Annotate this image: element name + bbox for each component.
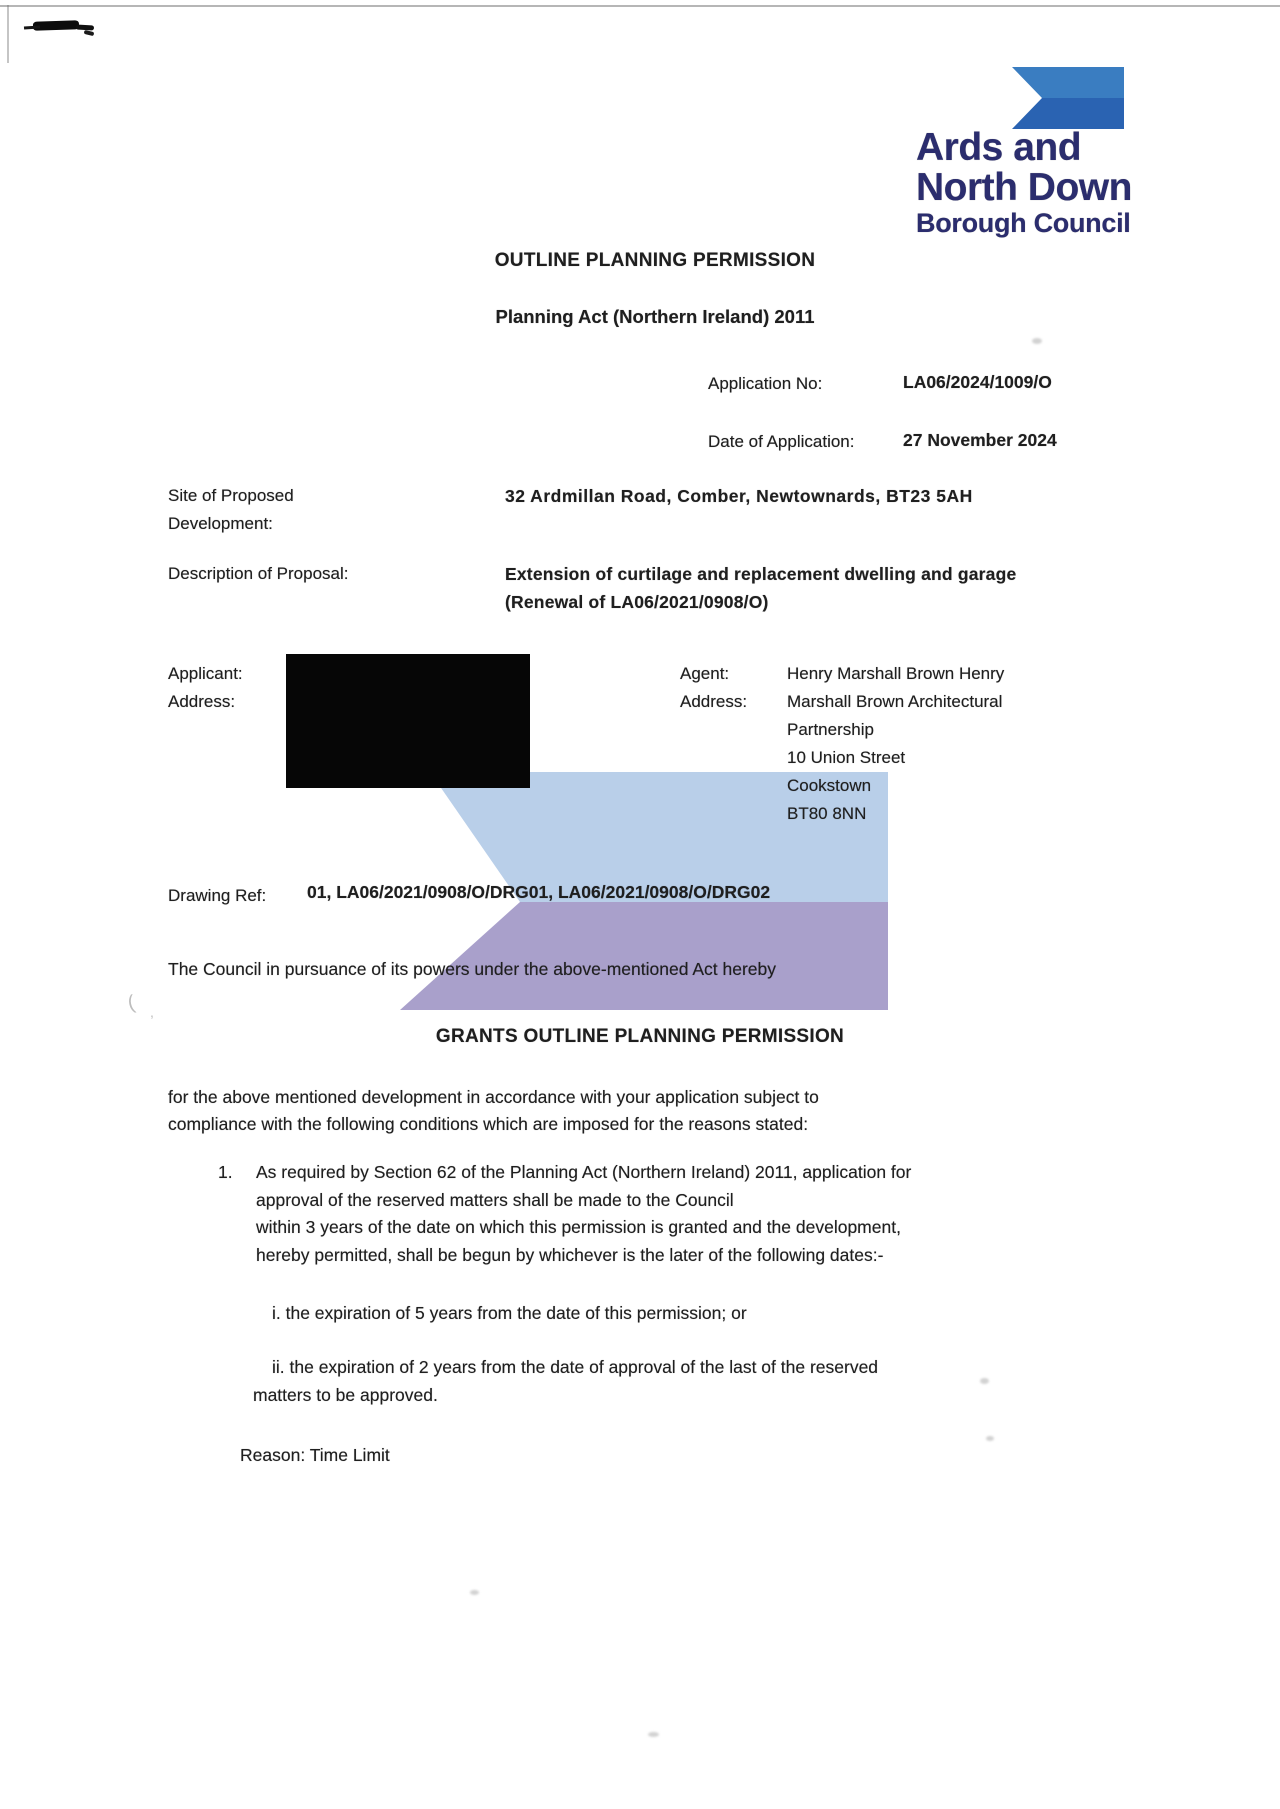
site-label	[168, 482, 294, 538]
logo-line-north-down: North Down	[916, 166, 1132, 209]
conditions-intro	[168, 1084, 819, 1138]
scan-speck	[648, 1732, 659, 1737]
application-date-label: Date of Application:	[708, 432, 855, 451]
agent-label: Agent:	[680, 664, 730, 683]
site-label-line2: Development:	[168, 514, 273, 533]
agent-address-value	[787, 660, 1004, 828]
applicant-label: Applicant:	[168, 664, 243, 683]
condition-1-reason: Reason: Time Limit	[240, 1445, 390, 1465]
condition-1-subclause-i: i. the expiration of 5 years from the date of this permission; or	[272, 1303, 747, 1323]
agent-labels	[680, 660, 747, 716]
pencil-mark-artifact: (	[125, 991, 137, 1015]
pencil-mark-artifact: ,	[150, 1004, 154, 1020]
condition-1-text	[256, 1159, 911, 1269]
agent-address-line: 10 Union Street	[787, 748, 906, 767]
ink-smudge-artifact	[84, 30, 95, 36]
condition-1-line: approval of the reserved matters shall be made to the Council	[256, 1189, 734, 1210]
applicant-labels	[168, 660, 243, 716]
condition-1-subclause-ii-line1: ii. the expiration of 2 years from the date of approval of the last of the reserved	[272, 1357, 879, 1377]
condition-1-line: within 3 years of the date on which this permission is granted and the development,	[256, 1217, 901, 1237]
pursuance-statement: The Council in pursuance of its powers under the above-mentioned Act hereby	[168, 959, 776, 979]
site-value: 32 Ardmillan Road, Comber, Newtownards, BT23 5AH	[505, 486, 973, 506]
application-no-label: Application No:	[708, 374, 823, 393]
council-logo-arrow-icon	[1012, 67, 1124, 129]
condition-1-line: As required by Section 62 of the Planning Act (Northern Ireland) 2011, application for	[256, 1162, 912, 1182]
grants-heading: GRANTS OUTLINE PLANNING PERMISSION	[435, 1026, 845, 1047]
scan-top-edge-line	[0, 5, 1280, 7]
agent-address-label: Address:	[680, 692, 748, 711]
proposal-value	[505, 560, 1016, 616]
proposal-label: Description of Proposal:	[168, 564, 349, 583]
proposal-value-line2: (Renewal of LA06/2021/0908/O)	[505, 592, 769, 612]
site-label-line1: Site of Proposed	[168, 486, 294, 505]
application-date-value: 27 November 2024	[903, 430, 1057, 450]
conditions-intro-line: compliance with the following conditions which are imposed for the reasons stated:	[168, 1114, 809, 1134]
drawing-ref-value: 01, LA06/2021/0908/O/DRG01, LA06/2021/0908/O/DRG02	[307, 882, 771, 902]
agent-address-line: Cookstown	[787, 776, 872, 795]
condition-1-line: hereby permitted, shall be begun by whichever is the later of the following dates:-	[256, 1244, 884, 1265]
agent-address-line: Partnership	[787, 720, 874, 739]
applicant-redaction-box	[286, 654, 530, 788]
logo-line-ards-and: Ards and	[916, 126, 1082, 169]
scan-left-edge-line	[7, 5, 9, 63]
scan-speck	[986, 1436, 994, 1441]
scan-speck	[980, 1378, 989, 1384]
page-title: OUTLINE PLANNING PERMISSION	[494, 250, 816, 271]
scan-speck	[470, 1590, 479, 1595]
applicant-address-label: Address:	[168, 692, 236, 711]
scan-speck	[1032, 338, 1042, 344]
agent-address-line: Marshall Brown Architectural	[787, 692, 1003, 711]
proposal-value-line1: Extension of curtilage and replacement dwelling and garage	[505, 564, 1017, 584]
drawing-ref-label: Drawing Ref:	[168, 886, 267, 905]
council-logo-text	[916, 128, 1132, 239]
condition-1-number: 1.	[218, 1162, 233, 1182]
conditions-intro-line: for the above mentioned development in accordance with your application subject to	[168, 1087, 819, 1107]
condition-1-subclause-ii-line2: matters to be approved.	[253, 1385, 438, 1405]
logo-line-borough-council: Borough Council	[916, 208, 1131, 238]
application-no-value: LA06/2024/1009/O	[903, 372, 1052, 392]
page-subtitle: Planning Act (Northern Ireland) 2011	[495, 306, 815, 327]
agent-address-line: BT80 8NN	[787, 804, 867, 823]
agent-address-line: Henry Marshall Brown Henry	[787, 664, 1005, 683]
